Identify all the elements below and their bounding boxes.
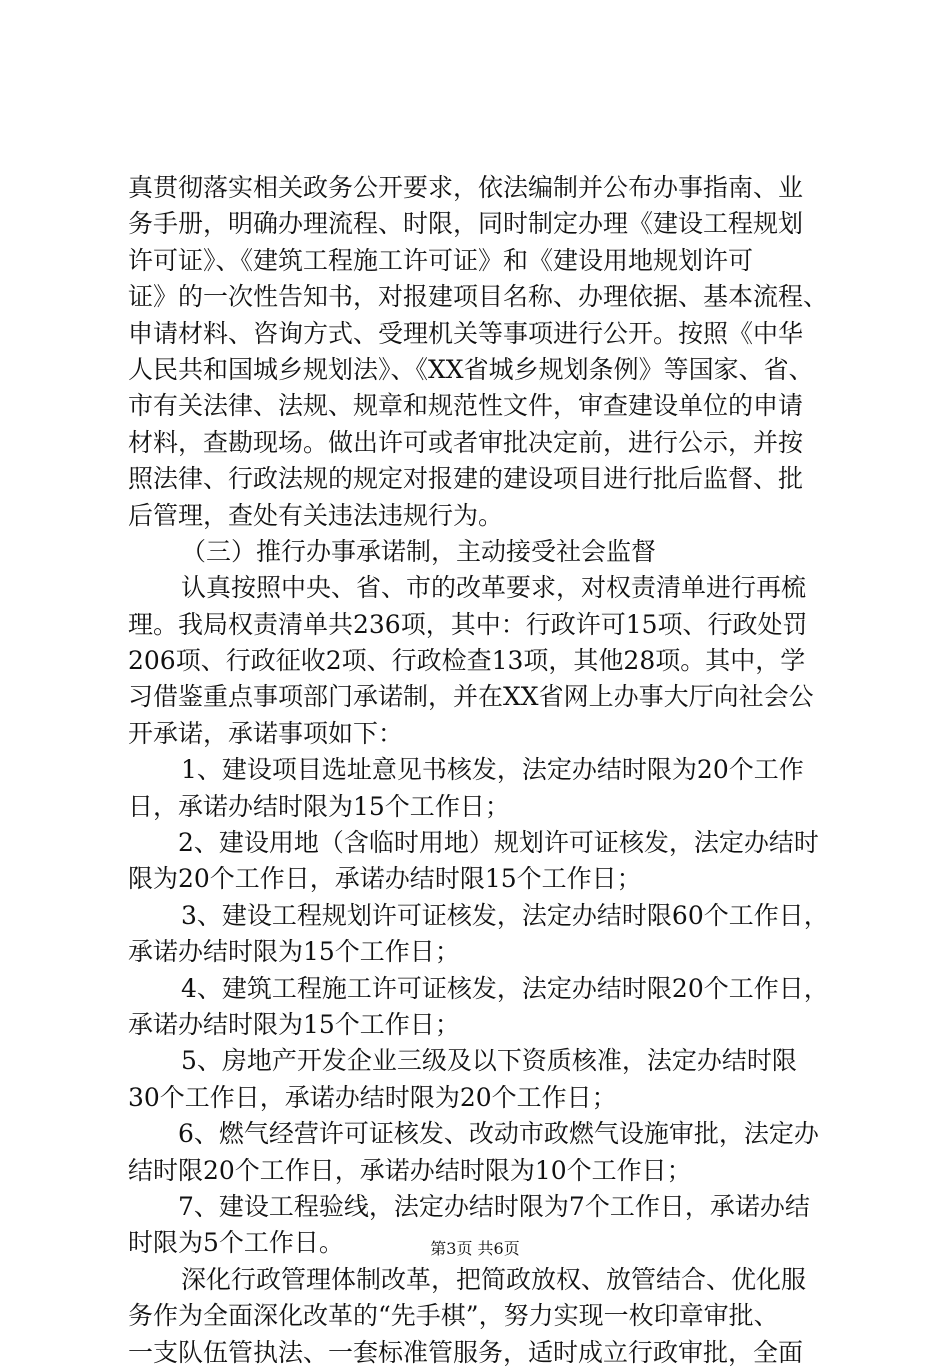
list-item-start: 6、燃气经营许可证核发、改动市政燃气设施审批，法定办	[178, 1119, 819, 1149]
section-heading: （三）推行办事承诺制，主动接受社会监督	[181, 536, 657, 566]
paragraph-start: 认真按照中央、省、市的改革要求，对权责清单进行再梳	[181, 573, 807, 603]
text-line: 习借鉴重点事项部门承诺制，并在XX省网上办事大厅向社会公	[128, 682, 814, 712]
page-number: 第3页 共6页	[430, 1239, 520, 1258]
list-item-start: 7、建设工程验线，法定办结时限为7个工作日，承诺办结	[178, 1191, 810, 1221]
text-line: 30个工作日，承诺办结时限为20个工作日；	[128, 1082, 617, 1112]
text-line: 务作为全面深化改革的“先手棋”，努力实现一枚印章审批、	[128, 1301, 779, 1331]
list-item-start: 1、建设项目选址意见书核发，法定办结时限为20个工作	[181, 755, 804, 785]
text-line: 真贯彻落实相关政务公开要求，依法编制并公布办事指南、业	[128, 173, 804, 202]
list-item-start: 2、建设用地（含临时用地）规划许可证核发，法定办结时	[178, 828, 819, 858]
text-line: 206项、行政征收2项、行政检查13项，其他28项。其中，学	[128, 646, 806, 676]
paragraph-start: 深化行政管理体制改革，把简政放权、放管结合、优化服	[181, 1264, 807, 1294]
text-line: 承诺办结时限为15个工作日；	[128, 937, 460, 967]
page-footer	[0, 1238, 950, 1260]
text-line: 证》的一次性告知书，对报建项目名称、办理依据、基本流程、	[128, 282, 829, 312]
list-item-start: 3、建设工程规划许可证核发，法定办结时限60个工作日，	[181, 900, 829, 930]
text-line: 人民共和国城乡规划法》、《XX省城乡规划条例》等国家、省、	[128, 354, 814, 384]
list-item-start: 5、房地产开发企业三级及以下资质核准，法定办结时限	[181, 1046, 797, 1076]
text-line: 照法律、行政法规的规定对报建的建设项目进行批后监督、批	[128, 464, 804, 494]
text-line: 结时限20个工作日，承诺办结时限为10个工作日；	[128, 1155, 692, 1185]
text-line: 市有关法律、法规、规章和规范性文件，审查建设单位的申请	[128, 391, 804, 421]
text-line: 承诺办结时限为15个工作日；	[128, 1009, 460, 1039]
text-line: 后管理，查处有关违法违规行为。	[128, 500, 504, 530]
text-line: 材料，查勘现场。做出许可或者审批决定前，进行公示，并按	[128, 427, 804, 457]
text-line: 务手册，明确办理流程、时限，同时制定办理《建设工程规划	[128, 209, 804, 239]
text-line: 理。我局权责清单共236项，其中：行政许可15项、行政处罚	[128, 609, 808, 639]
text-line: 开承诺，承诺事项如下：	[128, 718, 404, 748]
text-line: 限为20个工作日，承诺办结时限15个工作日；	[128, 864, 642, 894]
document-body	[128, 170, 840, 1371]
text-line: 申请材料、咨询方式、受理机关等事项进行公开。按照《中华	[128, 318, 804, 348]
text-line: 许可证》、《建筑工程施工许可证》和《建设用地规划许可	[128, 245, 754, 275]
text-line: 时限为5个工作日。	[128, 1228, 344, 1258]
text-line: 日，承诺办结时限为15个工作日；	[128, 791, 510, 821]
list-item-start: 4、建筑工程施工许可证核发，法定办结时限20个工作日，	[181, 973, 829, 1003]
text-line: 一支队伍管执法、一套标准管服务，适时成立行政审批，全面	[128, 1337, 804, 1367]
